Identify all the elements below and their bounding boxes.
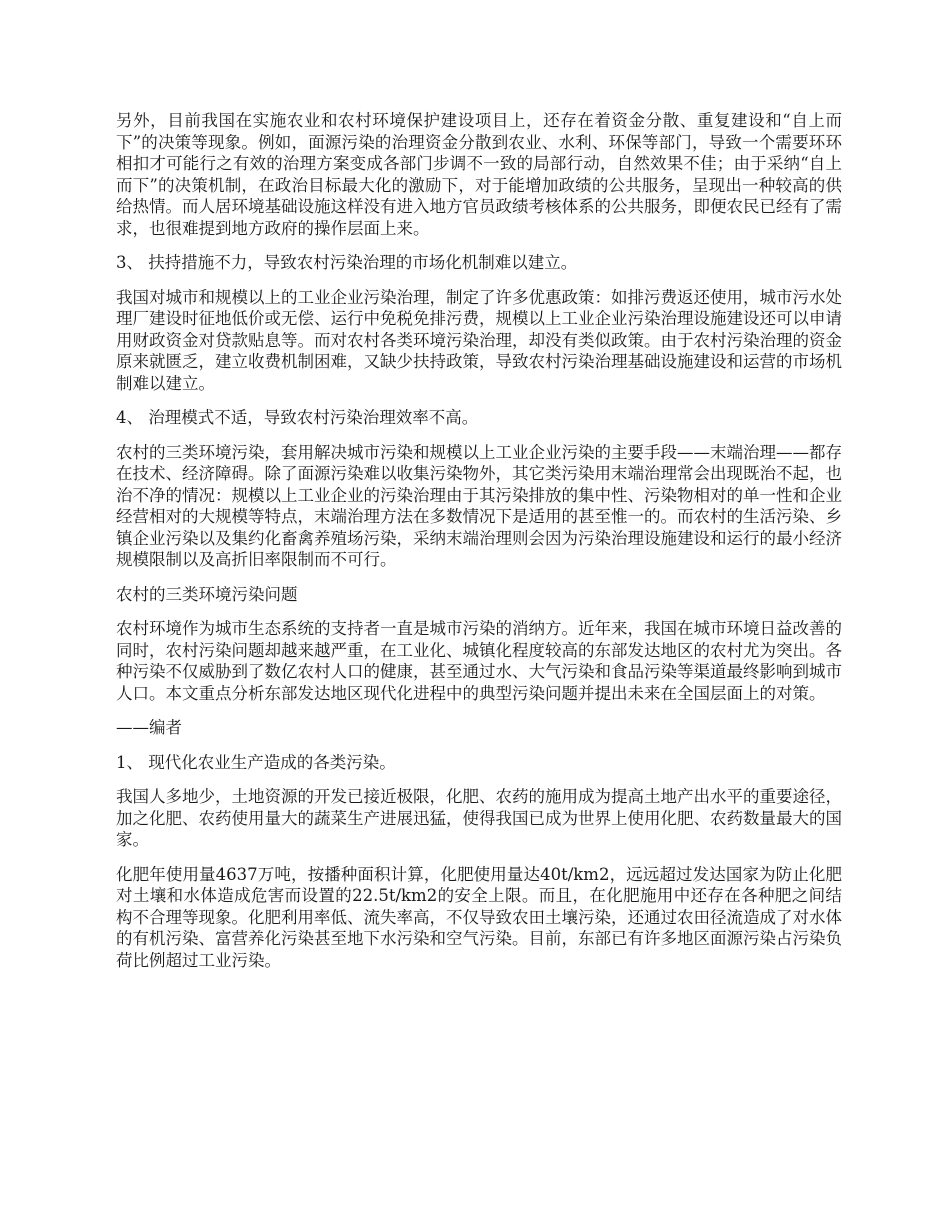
paragraph-editor-intro: 农村环境作为城市生态系统的支持者一直是城市污染的消纳方。近年来，我国在城市环境日益改善的同时，农村污染问题却越来越严重，在工业化、城镇化程度较高的东部发达地区的农村尤为突出。各种污染不仅威胁到了数亿农村人口的健康，甚至通过水、大气污染和食品污染等渠道最终影响到城市人口。本文重点分析东部发达地区现代化进程中的典型污染问题并提出未来在全国层面上的对策。 [116, 619, 842, 703]
document-body [116, 110, 842, 984]
paragraph-governance-model: 农村的三类环境污染，套用解决城市污染和规模以上工业企业污染的主要手段——末端治理——都存在技术、经济障碍。除了面源污染难以收集污染物外，其它类污染用末端治理常会出现既治不起，也治不净的情况：规模以上工业企业的污染治理由于其污染排放的集中性、污染物相对的单一性和企业经营相对的大规模等特点，末端治理方法在多数情况下是适用的甚至惟一的。而农村的生活污染、乡镇企业污染以及集约化畜禽养殖场污染，采纳末端治理则会因为污染治理设施建设和运行的最小经济规模限制以及高折旧率限制而不可行。 [116, 442, 842, 569]
paragraph-policy-support: 我国对城市和规模以上的工业企业污染治理，制定了许多优惠政策：如排污费返还使用，城市污水处理厂建设时征地低价或无偿、运行中免税免排污费，规模以上工业企业污染治理设施建设还可以申请用财政资金对贷款贴息等。而对农村各类环境污染治理，却没有类似政策。由于农村污染治理的资金原来就匮乏，建立收费机制困难，又缺少扶持政策，导致农村污染治理基础设施建设和运营的市场机制难以建立。 [116, 287, 842, 393]
article-title: 农村的三类环境污染问题 [116, 584, 298, 604]
section-heading-3: 3、 扶持措施不力，导致农村污染治理的市场化机制难以建立。 [116, 253, 578, 272]
section-heading-4: 4、 治理模式不适，导致农村污染治理效率不高。 [116, 408, 479, 427]
section-heading-1: 1、 现代化农业生产造成的各类污染。 [116, 752, 396, 772]
paragraph-funding-dispersion: 另外，目前我国在实施农业和农村环境保护建设项目上，还存在着资金分散、重复建设和“自上而下”的决策等现象。例如，面源污染的治理资金分散到农业、水利、环保等部门，导致一个需要环环相扣才可能行之有效的治理方案变成各部门步调不一致的局部行动，自然效果不佳；由于采纳“自上而下”的决策机制，在政治目标最大化的激励下，对于能增加政绩的公共服务，呈现出一种较高的供给热情。而人居环境基础设施这样没有进入地方官员政绩考核体系的公共服务，即便农民已经有了需求，也很难提到地方政府的操作层面上来。 [116, 111, 842, 238]
paragraph-fertilizer-stats: 化肥年使用量4637万吨，按播种面积计算，化肥使用量达40t/km2，远远超过发达国家为防止化肥对土壤和水体造成危害而设置的22.5t/km2的安全上限。而且，在化肥施用中还存在各种肥之间结构不合理等现象。化肥利用率低、流失率高，不仅导致农田土壤污染，还通过农田径流造成了对水体的有机污染、富营养化污染甚至地下水污染和空气污染。目前，东部已有许多地区面源污染占污染负荷比例超过工业污染。 [116, 864, 842, 970]
paragraph-fertilizer-usage: 我国人多地少，土地资源的开发已接近极限，化肥、农药的施用成为提高土地产出水平的重要途径，加之化肥、农药使用量大的蔬菜生产进展迅猛，使得我国已成为世界上使用化肥、农药数量最大的国家。 [116, 787, 842, 849]
editor-signature: ——编者 [116, 718, 182, 737]
